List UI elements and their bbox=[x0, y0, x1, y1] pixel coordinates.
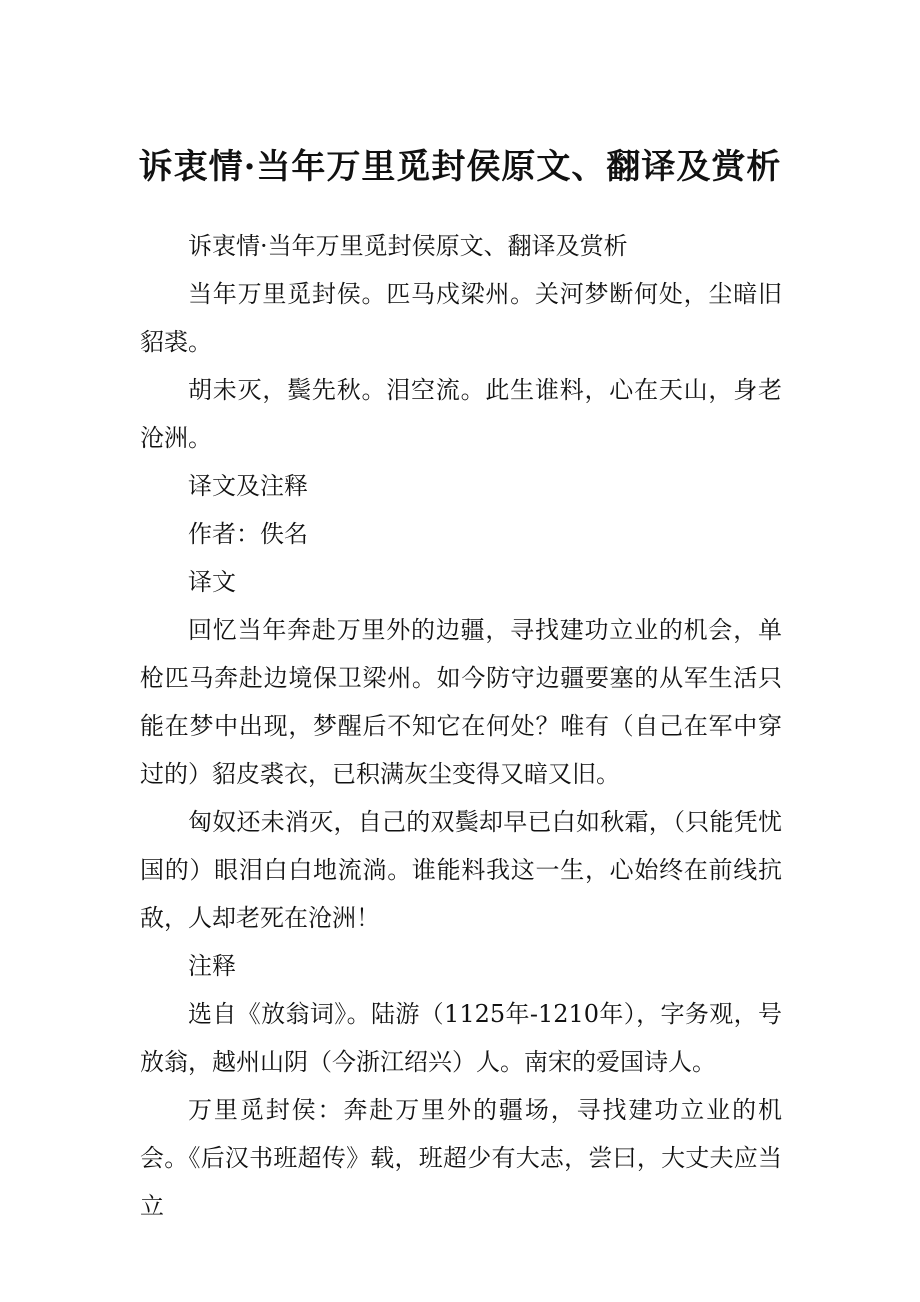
document-title: 诉衷情·当年万里觅封侯原文、翻译及赏析 bbox=[138, 147, 782, 187]
section-heading-translation: 译文 bbox=[188, 568, 236, 596]
section-heading-translation-notes: 译文及注释 bbox=[188, 472, 308, 500]
poem-stanza-1: 当年万里觅封侯。匹马戍梁州。关河梦断何处，尘暗旧貂裘。 bbox=[140, 280, 782, 356]
translation-paragraph-1: 回忆当年奔赴万里外的边疆，寻找建功立业的机会，单枪匹马奔赴边境保卫梁州。如今防守边疆要塞的从军生活只能在梦中出现，梦醒后不知它在何处？唯有（自己在军中穿过的）貂皮裘衣，已积满灰尘变得又暗又旧。 bbox=[140, 616, 782, 788]
translation-paragraph-2: 匈奴还未消灭，自己的双鬓却早已白如秋霜，（只能凭忧国的）眼泪白白地流淌。谁能料我这一生，心始终在前线抗敌，人却老死在沧洲！ bbox=[140, 808, 782, 932]
note-paragraph-1: 选自《放翁词》。陆游（1125年-1210年），字务观，号放翁，越州山阴（今浙江绍兴）人。南宋的爱国诗人。 bbox=[140, 1000, 782, 1076]
paragraph-heading-repeat: 诉衷情·当年万里觅封侯原文、翻译及赏析 bbox=[188, 232, 628, 260]
poem-stanza-2: 胡未灭，鬓先秋。泪空流。此生谁料，心在天山，身老沧洲。 bbox=[140, 376, 782, 452]
author-line: 作者：佚名 bbox=[188, 520, 308, 548]
note-paragraph-2: 万里觅封侯：奔赴万里外的疆场，寻找建功立业的机会。《后汉书班超传》载，班超少有大志，尝曰，大丈夫应当立 bbox=[140, 1096, 782, 1220]
section-heading-notes: 注释 bbox=[188, 952, 236, 980]
document-body bbox=[140, 222, 782, 1230]
